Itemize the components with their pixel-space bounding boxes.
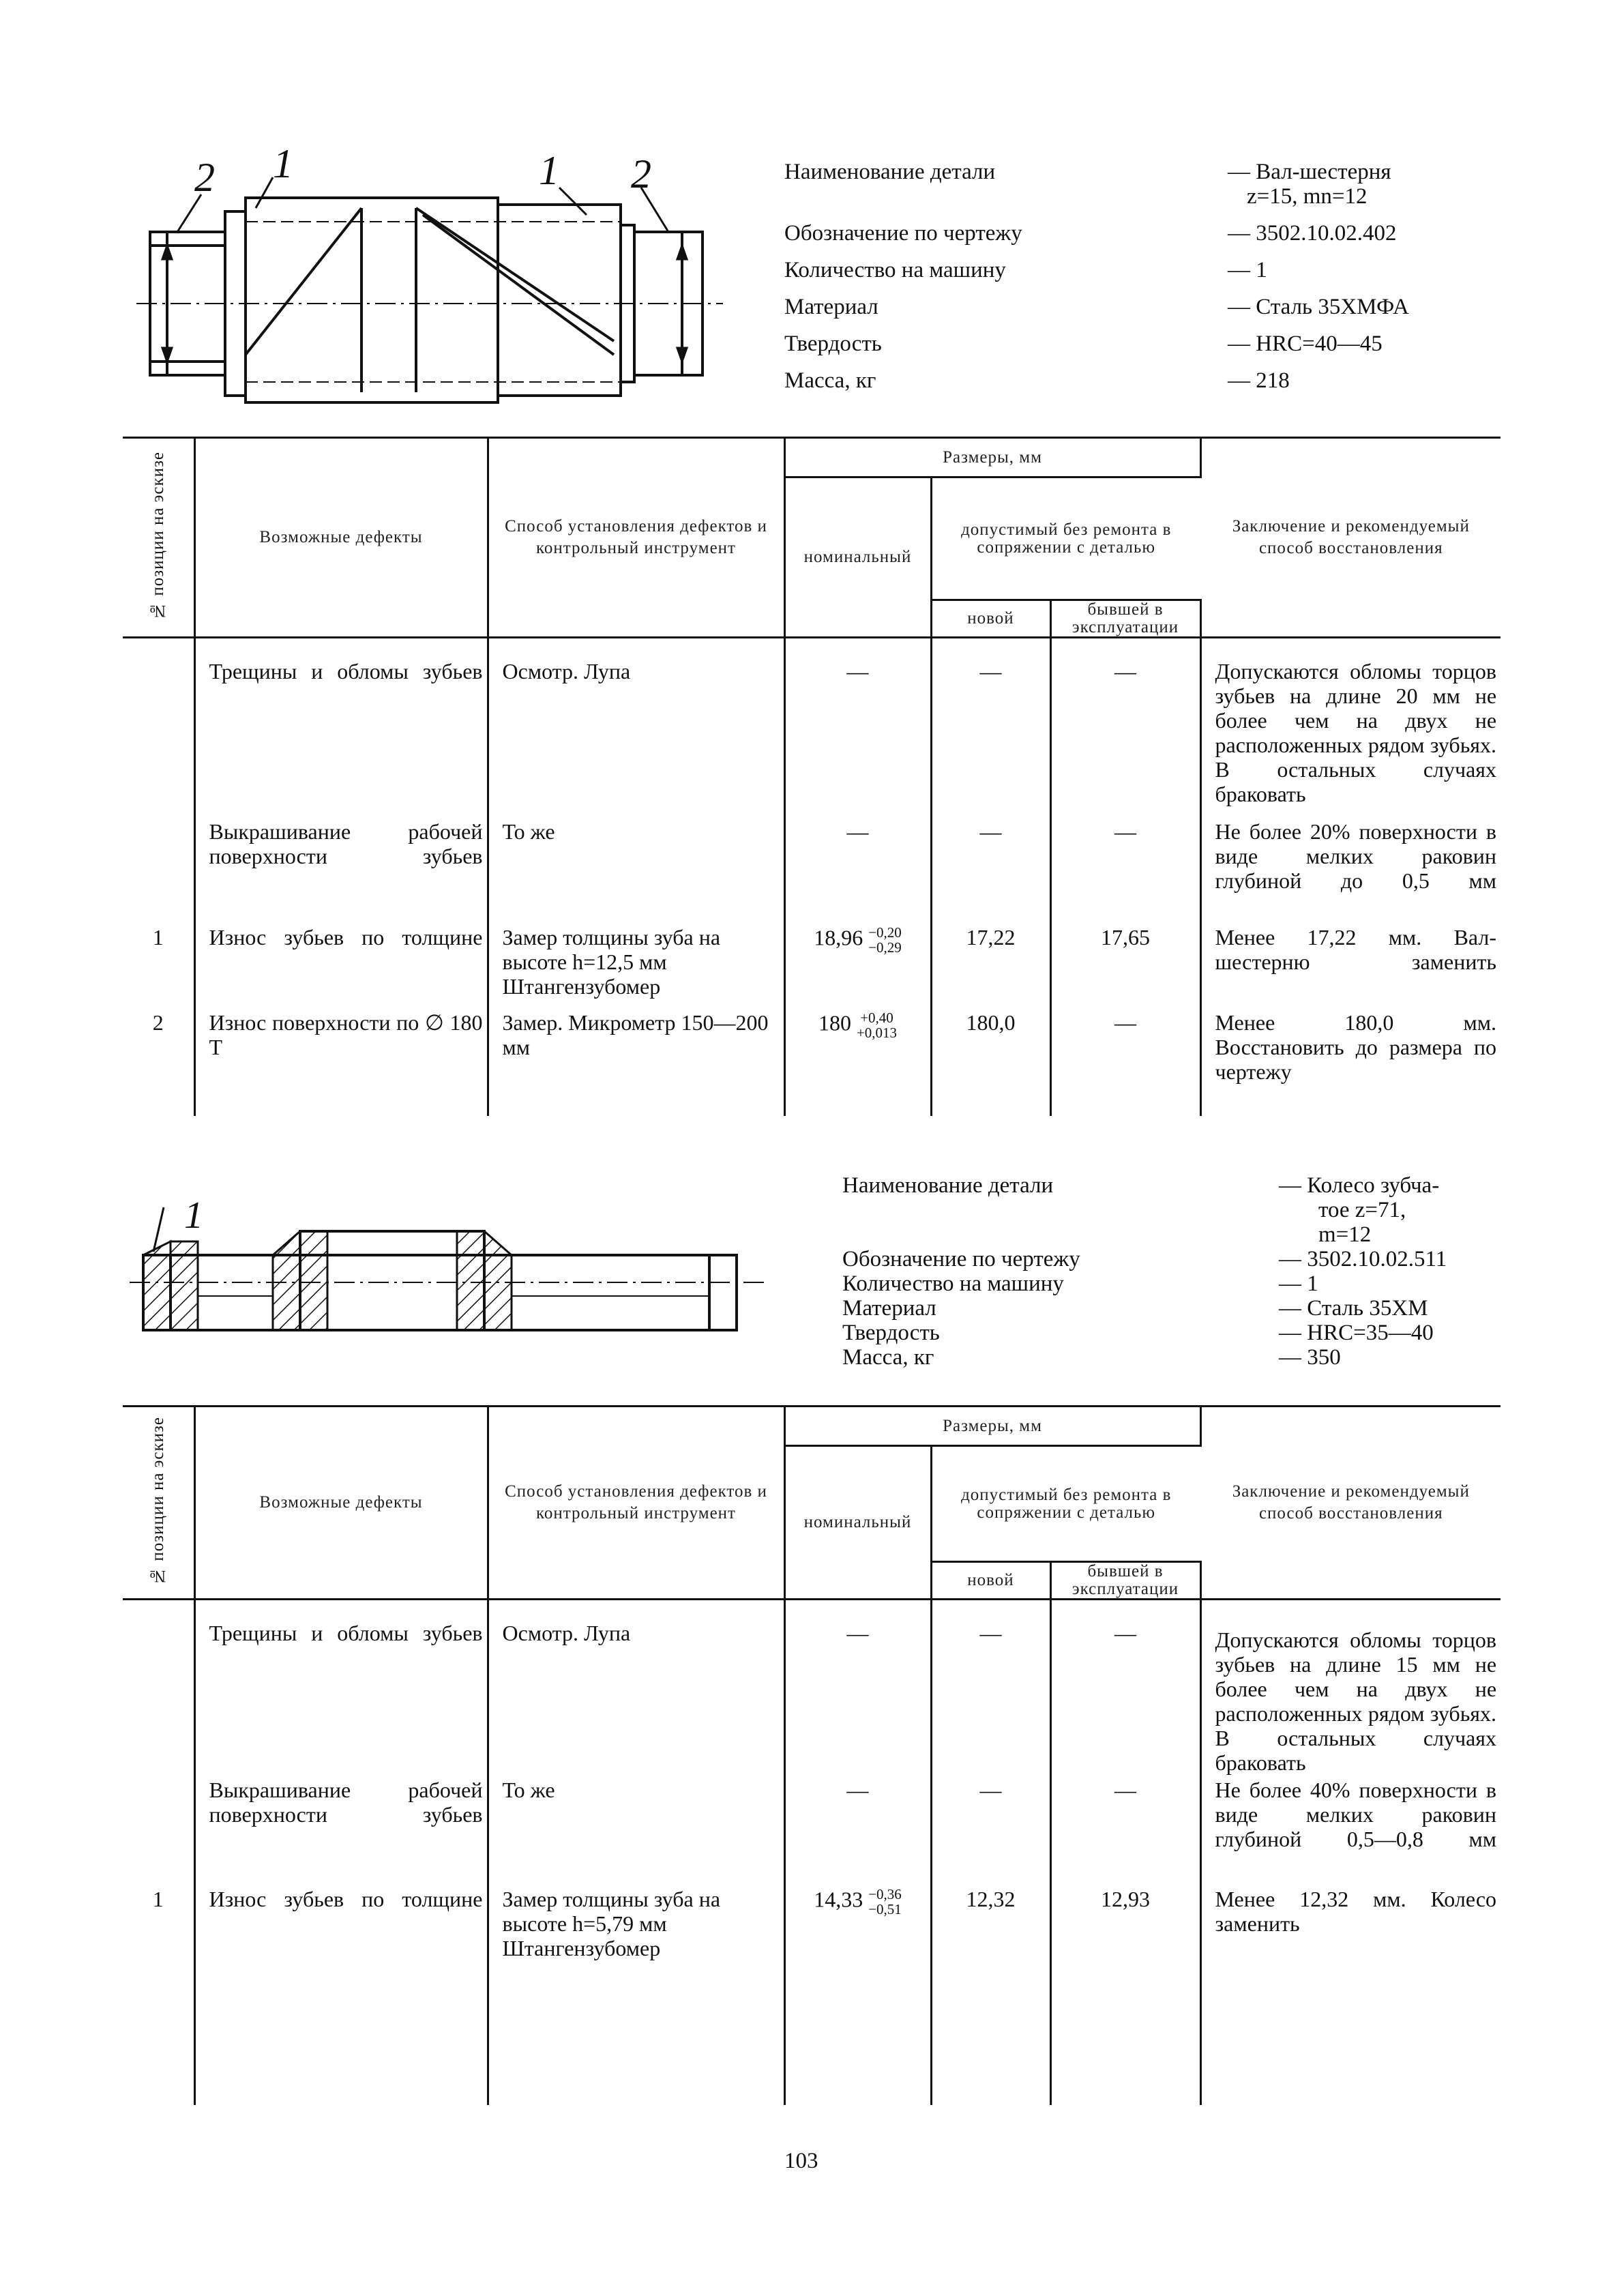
spec-row: [842, 1173, 1524, 1198]
row-used: —: [1050, 819, 1200, 925]
part1-defects-table: [123, 437, 1501, 1116]
row-nominal: [784, 1010, 931, 1116]
tolerance-lower: +0,013: [856, 1025, 898, 1041]
spec-value: — 1: [1279, 1271, 1318, 1296]
row-position: 1: [123, 925, 194, 1010]
spec-row: [842, 1247, 1524, 1271]
header-conclusion: Заключение и рекомендуемый способ восстановления: [1200, 438, 1501, 638]
spec-row: [784, 362, 1466, 399]
header-conclusion: Заключение и рекомендуемый способ восстановления: [1200, 1407, 1501, 1600]
tolerance-upper: −0,36: [868, 1886, 902, 1902]
header-sizes: Размеры, мм: [784, 1407, 1200, 1446]
part2-defects-table: [123, 1405, 1501, 2105]
spec-label: Наименование детали: [842, 1173, 1054, 1198]
spec-label: Масса, кг: [784, 368, 876, 393]
tolerance-lower: −0,51: [868, 1901, 902, 1917]
header-method: Способ установления дефектов и контрольный инструмент: [488, 1407, 784, 1600]
row-nominal: [784, 925, 931, 1010]
spec-label: Наименование детали: [784, 160, 996, 184]
row-conclusion: Менее 17,22 мм. Вал-шестерню заменить: [1215, 925, 1497, 974]
row-nominal: [784, 1778, 931, 1887]
row-new: 17,22: [931, 925, 1050, 1010]
nominal-value: 180: [818, 1010, 851, 1035]
row-position: [123, 819, 194, 925]
spec-value: — 3502.10.02.511: [1279, 1247, 1447, 1271]
spec-label: Количество на машину: [842, 1271, 1064, 1296]
row-conclusion: Допускаются обломы торцов зубьев на длине 15 мм не более чем на двух не расположенных рядом зубьях. В остальных случаях браковать: [1215, 1628, 1497, 1775]
row-method: Осмотр. Лупа: [488, 638, 784, 820]
row-used: —: [1050, 1600, 1200, 1778]
table-row: [123, 638, 1501, 820]
table-header-row: [123, 1407, 1501, 1446]
spec-value: — Сталь 35ХМ: [1279, 1296, 1428, 1321]
row-position: 1: [123, 1887, 194, 2105]
drawing-label-1: 1: [184, 1201, 203, 1237]
nominal-value: —: [846, 819, 869, 844]
shaft-drawing: [136, 150, 723, 409]
spec-row: [842, 1271, 1524, 1296]
header-used: бывшей в эксплуатации: [1050, 1562, 1200, 1600]
header-position: № позиции на эскизе: [148, 1417, 167, 1585]
spec-row: [842, 1321, 1524, 1345]
spec-label: Материал: [784, 295, 878, 319]
tolerance-upper: −0,20: [868, 924, 902, 941]
drawing-label-1-left: 1: [273, 150, 293, 186]
spec-value: z=15, mn=12: [1247, 184, 1368, 209]
row-nominal: [784, 1887, 931, 2105]
row-defect: Износ поверхности по ∅ 180 Т: [194, 1010, 488, 1116]
row-used: 12,93: [1050, 1887, 1200, 2105]
tolerance: [868, 925, 902, 955]
spec-row: [842, 1222, 1524, 1247]
header-used: бывшей в эксплуатации: [1050, 600, 1200, 638]
row-nominal: [784, 638, 931, 820]
header-nominal: номинальный: [784, 1446, 931, 1600]
header-new: новой: [931, 1562, 1050, 1600]
header-allowed: допустимый без ремонта в сопряжении с деталью: [931, 1446, 1200, 1562]
nominal-value: 14,33: [814, 1887, 863, 1912]
table-row: [123, 1778, 1501, 1887]
spec-label: Материал: [842, 1296, 936, 1321]
row-nominal: [784, 819, 931, 925]
spec-label: [784, 178, 1247, 215]
row-position: [123, 1600, 194, 1778]
spec-row: [784, 325, 1466, 362]
nominal-value: 18,96: [814, 925, 863, 950]
row-new: —: [931, 819, 1050, 925]
row-defect: Трещины и обломы зубьев: [194, 1600, 488, 1778]
header-method: Способ установления дефектов и контрольный инструмент: [488, 438, 784, 638]
row-defect: Выкрашивание рабочей поверхности зубьев: [194, 1778, 488, 1887]
row-conclusion: Менее 180,0 мм. Восстановить до размера по чертежу: [1215, 1010, 1497, 1084]
header-position: № позиции на эскизе: [148, 452, 167, 620]
header-nominal: номинальный: [784, 477, 931, 638]
header-defects: Возможные дефекты: [194, 438, 488, 638]
row-position: 2: [123, 1010, 194, 1116]
row-method: Замер. Микрометр 150—200 мм: [488, 1010, 784, 1116]
drawing-label-2-left: 2: [194, 155, 215, 200]
tolerance: [857, 1010, 897, 1040]
spec-label: [842, 1222, 1318, 1247]
spec-label: Твердость: [784, 332, 882, 356]
row-position: [123, 1778, 194, 1887]
spec-row: [842, 1345, 1524, 1370]
spec-label: [842, 1198, 1318, 1222]
spec-label: Твердость: [842, 1321, 940, 1345]
nominal-value: —: [846, 1778, 869, 1802]
row-method: Замер толщины зуба на высоте h=12,5 мм Штангензубомер: [488, 925, 784, 1010]
spec-label: Обозначение по чертежу: [842, 1247, 1080, 1271]
tolerance-upper: +0,40: [860, 1010, 893, 1026]
drawing-label-2-right: 2: [631, 151, 651, 196]
row-used: 17,65: [1050, 925, 1200, 1010]
spec-value: — HRC=40—45: [1228, 332, 1383, 356]
row-conclusion: Не более 20% поверхности в виде мелких раковин глубиной до 0,5 мм: [1215, 819, 1497, 893]
spec-row: [784, 215, 1466, 252]
row-position: [123, 638, 194, 820]
page-number: 103: [784, 2149, 818, 2173]
spec-value: — 218: [1228, 368, 1290, 393]
header-sizes: Размеры, мм: [784, 438, 1200, 477]
row-new: 12,32: [931, 1887, 1050, 2105]
row-used: —: [1050, 638, 1200, 820]
spec-value: — 3502.10.02.402: [1228, 221, 1397, 246]
row-defect: Трещины и обломы зубьев: [194, 638, 488, 820]
spec-label: Количество на машину: [784, 258, 1006, 282]
spec-value: — HRC=35—40: [1279, 1321, 1434, 1345]
row-conclusion: Не более 40% поверхности в виде мелких раковин глубиной 0,5—0,8 мм: [1215, 1778, 1497, 1851]
header-allowed: допустимый без ремонта в сопряжении с деталью: [931, 477, 1200, 600]
row-method: То же: [488, 1778, 784, 1887]
row-method: То же: [488, 819, 784, 925]
row-used: —: [1050, 1778, 1200, 1887]
row-conclusion: Менее 12,32 мм. Колесо заменить: [1215, 1887, 1497, 1936]
spec-row: [842, 1296, 1524, 1321]
row-new: 180,0: [931, 1010, 1050, 1116]
table-row: [123, 925, 1501, 1010]
nominal-value: —: [846, 1621, 869, 1645]
tolerance-lower: −0,29: [868, 939, 902, 956]
row-used: —: [1050, 1010, 1200, 1116]
header-new: новой: [931, 600, 1050, 638]
spec-value: — 350: [1279, 1345, 1341, 1370]
spec-row: [784, 178, 1466, 215]
spec-value: тое z=71,: [1318, 1198, 1406, 1222]
part2-spec: [842, 1173, 1524, 1370]
table-row: [123, 1010, 1501, 1116]
row-new: —: [931, 638, 1050, 820]
spec-value: — Вал-шестерня: [1228, 160, 1391, 184]
spec-value: — Колесо зубча-: [1279, 1173, 1440, 1198]
row-defect: Износ зубьев по толщине: [194, 1887, 488, 2105]
part1-spec: [784, 153, 1466, 399]
drawing-label-1-right: 1: [539, 150, 559, 193]
spec-row: [842, 1198, 1524, 1222]
table-row: [123, 1600, 1501, 1778]
spec-label: Масса, кг: [842, 1345, 934, 1370]
row-method: Осмотр. Лупа: [488, 1600, 784, 1778]
row-defect: Износ зубьев по толщине: [194, 925, 488, 1010]
spec-row: [784, 252, 1466, 289]
table-row: [123, 1887, 1501, 2105]
spec-value: — Сталь 35ХМФА: [1228, 295, 1409, 319]
gear-wheel-drawing: [130, 1201, 764, 1337]
spec-value: m=12: [1318, 1222, 1372, 1247]
row-method: Замер толщины зуба на высоте h=5,79 мм Штангензубомер: [488, 1887, 784, 2105]
tolerance: [868, 1887, 902, 1917]
nominal-value: —: [846, 659, 869, 683]
spec-row: [784, 289, 1466, 325]
row-new: —: [931, 1778, 1050, 1887]
row-defect: Выкрашивание рабочей поверхности зубьев: [194, 819, 488, 925]
row-nominal: [784, 1600, 931, 1778]
table-header-row: [123, 438, 1501, 477]
row-conclusion: Допускаются обломы торцов зубьев на длине 20 мм не более чем на двух не расположенных рядом зубьях. В остальных случаях браковать: [1215, 659, 1497, 806]
spec-label: Обозначение по чертежу: [784, 221, 1022, 246]
spec-value: — 1: [1228, 258, 1267, 282]
row-new: —: [931, 1600, 1050, 1778]
table-row: [123, 819, 1501, 925]
header-defects: Возможные дефекты: [194, 1407, 488, 1600]
